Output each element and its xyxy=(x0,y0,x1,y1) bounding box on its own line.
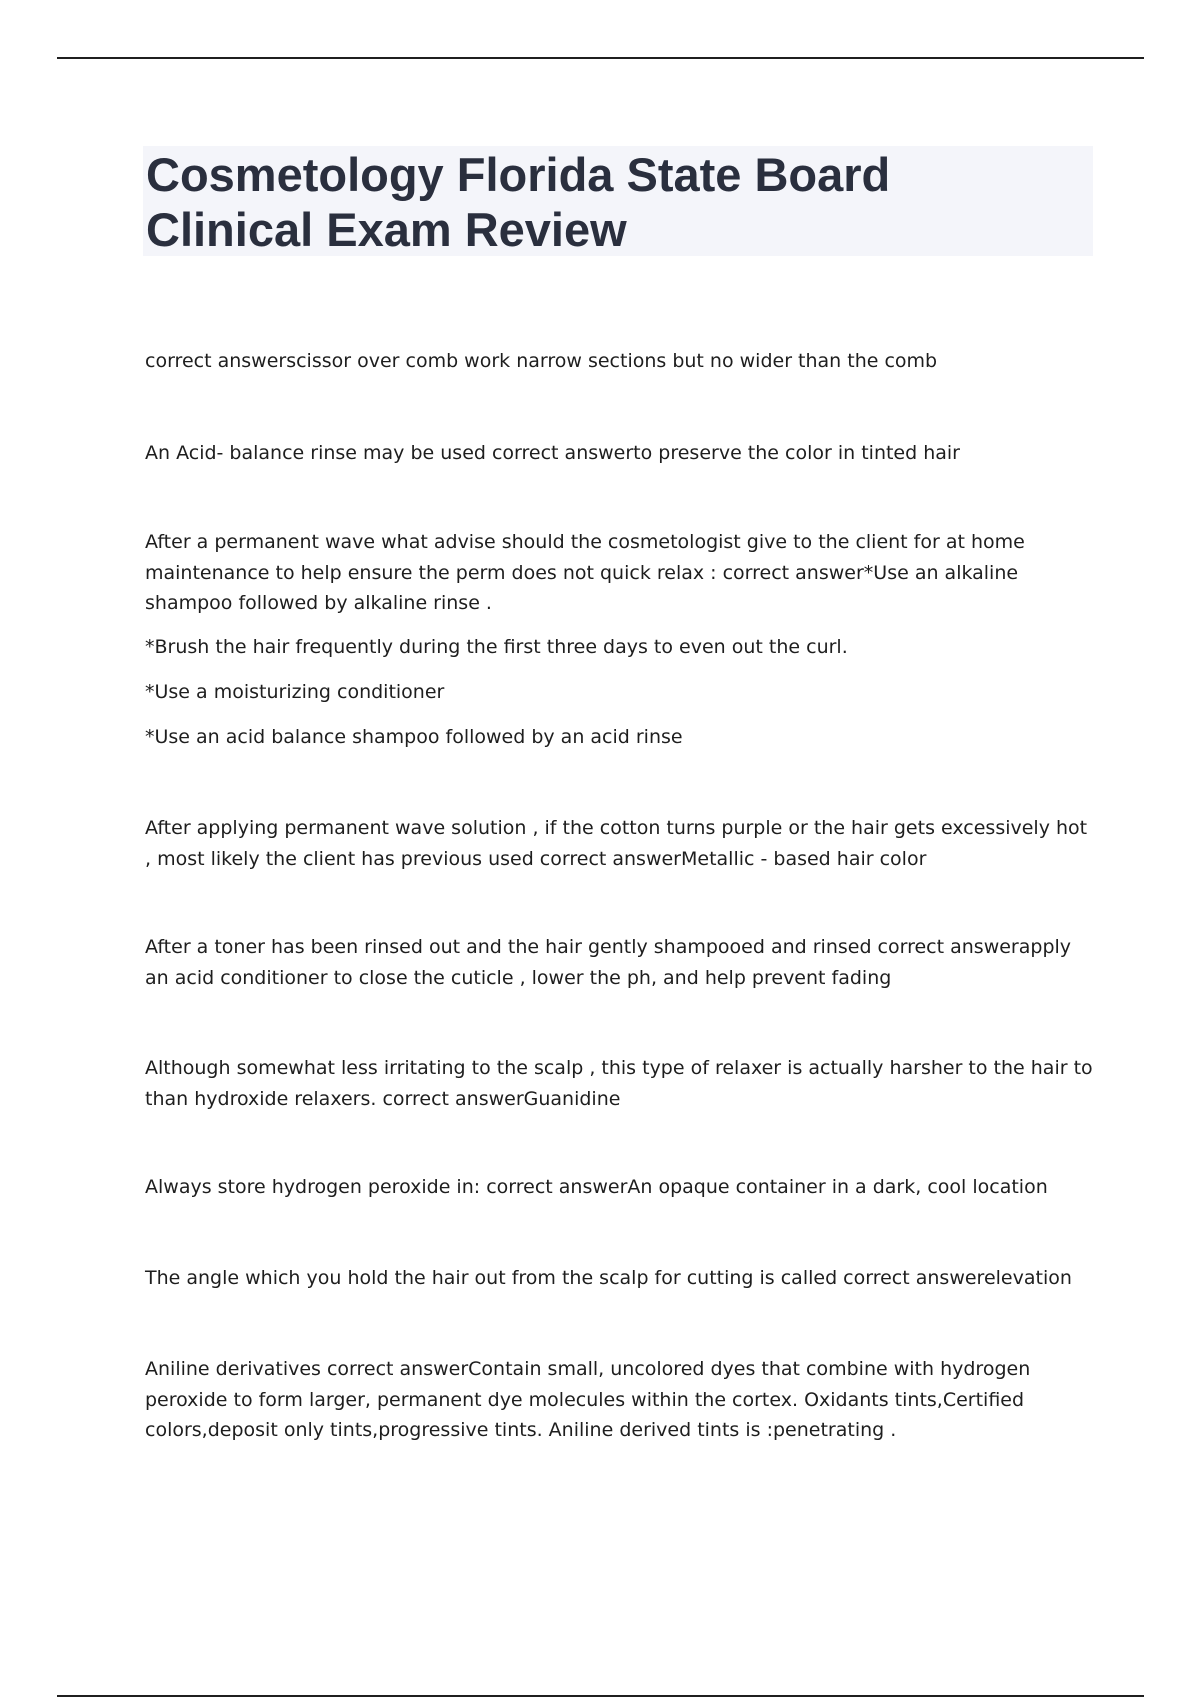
title-line-2: Clinical Exam Review xyxy=(146,203,627,256)
qa-item-5: After a toner has been rinsed out and the hair gently shampooed and rinsed correct answerapply an acid conditioner to close the cuticle , lower the ph, and help prevent fading xyxy=(145,936,1072,989)
qa-item-3: After a permanent wave what advise should the cosmetologist give to the client for at home maintenance to help ensure the perm does not quick relax : correct answer*Use an alkaline shampoo followed by alkaline rinse . xyxy=(145,531,1025,614)
qa-item-3-bullet-3: *Use an acid balance shampoo followed by an acid rinse xyxy=(145,726,683,748)
qa-item-1: correct answerscissor over comb work narrow sections but no wider than the comb xyxy=(145,350,938,372)
qa-item-3-bullet-2: *Use a moisturizing conditioner xyxy=(145,681,445,703)
qa-item-7: Always store hydrogen peroxide in: correct answerAn opaque container in a dark, cool location xyxy=(145,1176,1048,1198)
bottom-rule xyxy=(57,1695,1144,1697)
qa-item-2: An Acid- balance rinse may be used correct answerto preserve the color in tinted hair xyxy=(145,442,960,464)
qa-item-8: The angle which you hold the hair out from the scalp for cutting is called correct answerelevation xyxy=(145,1267,1072,1289)
page-title xyxy=(146,147,890,257)
qa-item-3-bullet-1: *Brush the hair frequently during the first three days to even out the curl. xyxy=(145,636,848,658)
qa-item-4: After applying permanent wave solution , if the cotton turns purple or the hair gets excessively hot , most likely the client has previous used correct answerMetallic - based hair color xyxy=(145,817,1088,870)
qa-item-9: Aniline derivatives correct answerContain small, uncolored dyes that combine with hydrogen peroxide to form larger, permanent dye molecules within the cortex. Oxidants tints,Certified colors,deposit only tints,progressive tints. Aniline derived tints is :penetrating . xyxy=(145,1358,1031,1441)
qa-item-6: Although somewhat less irritating to the scalp , this type of relaxer is actually harsher to the hair to than hydroxide relaxers. correct answerGuanidine xyxy=(145,1057,1093,1110)
top-rule xyxy=(57,57,1144,59)
title-line-1: Cosmetology Florida State Board xyxy=(146,148,891,201)
